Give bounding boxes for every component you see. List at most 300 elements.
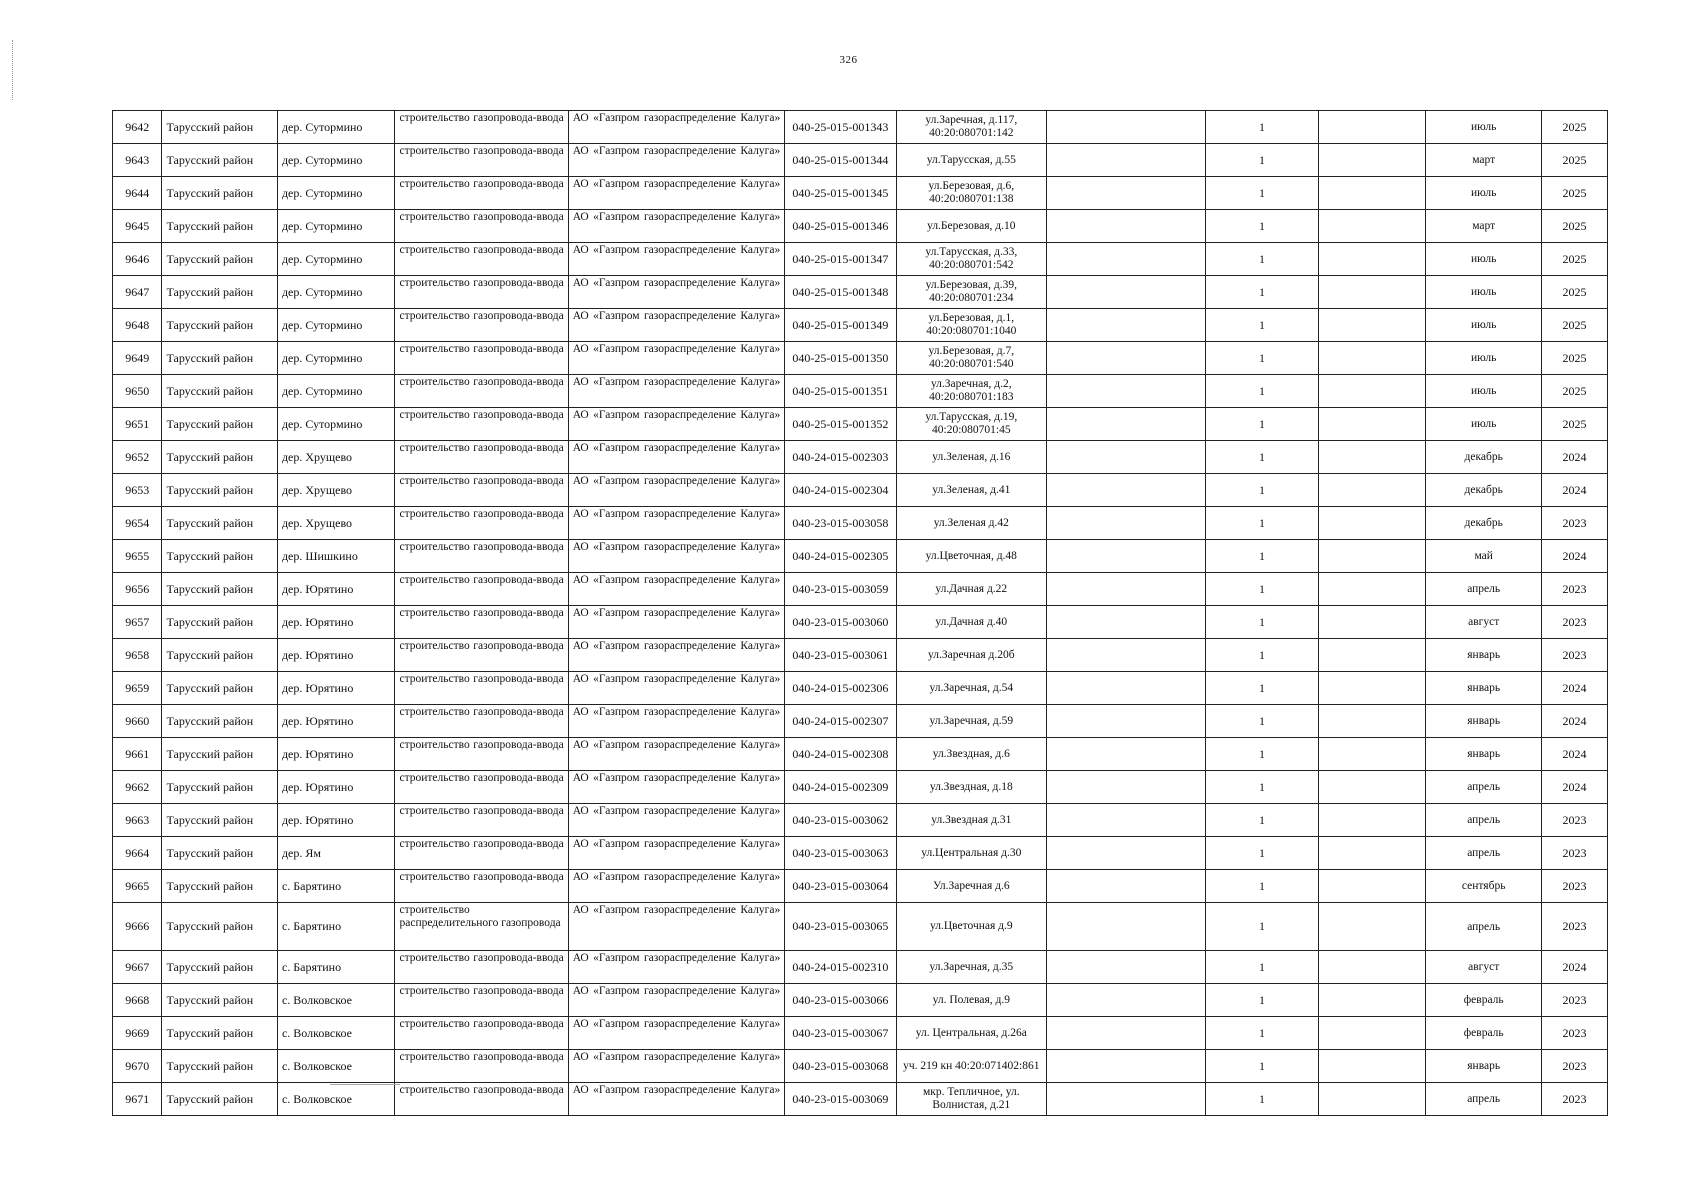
row-number: 9659 [113, 672, 162, 705]
table-row [113, 540, 1608, 573]
empty-cell [1047, 573, 1206, 606]
organization-cell: АО «Газпром газораспределение Калуга» [568, 705, 785, 738]
locality-cell: с. Волковское [277, 1017, 395, 1050]
month-cell: январь [1426, 738, 1541, 771]
table-row [113, 573, 1608, 606]
district-cell: Тарусский район [162, 1050, 277, 1083]
quantity-cell: 1 [1205, 474, 1318, 507]
locality-cell: дер. Хрущево [277, 474, 395, 507]
locality-cell: дер. Юрятино [277, 573, 395, 606]
address-cell: ул.Цветочная, д.48 [896, 540, 1047, 573]
locality-cell: с. Волковское [277, 1083, 395, 1116]
locality-cell: дер. Сутормино [277, 309, 395, 342]
organization-cell: АО «Газпром газораспределение Калуга» [568, 951, 785, 984]
empty-cell [1047, 639, 1206, 672]
empty-cell [1047, 111, 1206, 144]
work-type-cell: строительство газопровода-ввода [395, 111, 568, 144]
year-cell: 2024 [1541, 672, 1607, 705]
work-type-cell: строительство газопровода-ввода [395, 309, 568, 342]
locality-cell: дер. Сутормино [277, 111, 395, 144]
row-number: 9665 [113, 870, 162, 903]
organization-cell: АО «Газпром газораспределение Калуга» [568, 474, 785, 507]
work-type-cell: строительство газопровода-ввода [395, 984, 568, 1017]
district-cell: Тарусский район [162, 342, 277, 375]
month-cell: декабрь [1426, 507, 1541, 540]
quantity-cell: 1 [1205, 177, 1318, 210]
organization-cell: АО «Газпром газораспределение Калуга» [568, 1050, 785, 1083]
organization-cell: АО «Газпром газораспределение Калуга» [568, 111, 785, 144]
empty-cell [1047, 375, 1206, 408]
table-row [113, 507, 1608, 540]
year-cell: 2024 [1541, 771, 1607, 804]
organization-cell: АО «Газпром газораспределение Калуга» [568, 1017, 785, 1050]
table-row [113, 243, 1608, 276]
year-cell: 2023 [1541, 1017, 1607, 1050]
empty-cell [1047, 1017, 1206, 1050]
table-row [113, 474, 1608, 507]
month-cell: июль [1426, 408, 1541, 441]
organization-cell: АО «Газпром газораспределение Калуга» [568, 1083, 785, 1116]
address-cell: ул.Центральная д.30 [896, 837, 1047, 870]
locality-cell: дер. Шишкино [277, 540, 395, 573]
address-cell: ул.Заречная, д.35 [896, 951, 1047, 984]
row-number: 9642 [113, 111, 162, 144]
empty-cell [1319, 1083, 1426, 1116]
month-cell: апрель [1426, 771, 1541, 804]
district-cell: Тарусский район [162, 903, 277, 951]
empty-cell [1319, 639, 1426, 672]
table-row [113, 1083, 1608, 1116]
row-number: 9643 [113, 144, 162, 177]
row-number: 9661 [113, 738, 162, 771]
district-cell: Тарусский район [162, 540, 277, 573]
empty-cell [1319, 276, 1426, 309]
table-row [113, 1017, 1608, 1050]
month-cell: июль [1426, 375, 1541, 408]
organization-cell: АО «Газпром газораспределение Калуга» [568, 573, 785, 606]
address-cell: ул.Березовая, д.6, 40:20:080701:138 [896, 177, 1047, 210]
empty-cell [1319, 177, 1426, 210]
address-cell: ул.Звездная д.31 [896, 804, 1047, 837]
organization-cell: АО «Газпром газораспределение Калуга» [568, 672, 785, 705]
empty-cell [1319, 771, 1426, 804]
organization-cell: АО «Газпром газораспределение Калуга» [568, 837, 785, 870]
empty-cell [1047, 771, 1206, 804]
row-number: 9663 [113, 804, 162, 837]
locality-cell: дер. Юрятино [277, 804, 395, 837]
locality-cell: дер. Хрущево [277, 507, 395, 540]
district-cell: Тарусский район [162, 1017, 277, 1050]
locality-cell: дер. Юрятино [277, 606, 395, 639]
year-cell: 2025 [1541, 375, 1607, 408]
object-code-cell: 040-23-015-003062 [785, 804, 896, 837]
organization-cell: АО «Газпром газораспределение Калуга» [568, 144, 785, 177]
object-code-cell: 040-25-015-001346 [785, 210, 896, 243]
quantity-cell: 1 [1205, 210, 1318, 243]
work-type-cell: строительство газопровода-ввода [395, 276, 568, 309]
district-cell: Тарусский район [162, 951, 277, 984]
district-cell: Тарусский район [162, 309, 277, 342]
scan-bottom-mark [330, 1084, 400, 1085]
year-cell: 2024 [1541, 474, 1607, 507]
empty-cell [1047, 309, 1206, 342]
empty-cell [1047, 243, 1206, 276]
address-cell: ул.Зеленая, д.41 [896, 474, 1047, 507]
work-type-cell: строительство газопровода-ввода [395, 441, 568, 474]
object-code-cell: 040-23-015-003069 [785, 1083, 896, 1116]
month-cell: июль [1426, 243, 1541, 276]
locality-cell: дер. Юрятино [277, 771, 395, 804]
empty-cell [1319, 804, 1426, 837]
address-cell: мкр. Тепличное, ул. Волнистая, д.21 [896, 1083, 1047, 1116]
district-cell: Тарусский район [162, 705, 277, 738]
locality-cell: дер. Сутормино [277, 243, 395, 276]
row-number: 9656 [113, 573, 162, 606]
organization-cell: АО «Газпром газораспределение Калуга» [568, 243, 785, 276]
empty-cell [1319, 408, 1426, 441]
empty-cell [1319, 870, 1426, 903]
table-row [113, 837, 1608, 870]
quantity-cell: 1 [1205, 804, 1318, 837]
locality-cell: дер. Сутормино [277, 177, 395, 210]
object-code-cell: 040-23-015-003060 [785, 606, 896, 639]
empty-cell [1047, 804, 1206, 837]
work-type-cell: строительство газопровода-ввода [395, 804, 568, 837]
object-code-cell: 040-25-015-001348 [785, 276, 896, 309]
month-cell: январь [1426, 1050, 1541, 1083]
month-cell: февраль [1426, 1017, 1541, 1050]
district-cell: Тарусский район [162, 804, 277, 837]
month-cell: май [1426, 540, 1541, 573]
organization-cell: АО «Газпром газораспределение Калуга» [568, 540, 785, 573]
year-cell: 2025 [1541, 276, 1607, 309]
quantity-cell: 1 [1205, 984, 1318, 1017]
address-cell: ул.Березовая, д.1, 40:20:080701:1040 [896, 309, 1047, 342]
address-cell: ул.Березовая, д.10 [896, 210, 1047, 243]
empty-cell [1047, 210, 1206, 243]
object-code-cell: 040-24-015-002303 [785, 441, 896, 474]
row-number: 9669 [113, 1017, 162, 1050]
organization-cell: АО «Газпром газораспределение Калуга» [568, 507, 785, 540]
row-number: 9655 [113, 540, 162, 573]
empty-cell [1319, 342, 1426, 375]
organization-cell: АО «Газпром газораспределение Калуга» [568, 309, 785, 342]
locality-cell: дер. Сутормино [277, 408, 395, 441]
locality-cell: дер. Хрущево [277, 441, 395, 474]
work-type-cell: строительство газопровода-ввода [395, 144, 568, 177]
address-cell: ул.Тарусская, д.33, 40:20:080701:542 [896, 243, 1047, 276]
work-type-cell: строительство газопровода-ввода [395, 573, 568, 606]
empty-cell [1047, 837, 1206, 870]
locality-cell: дер. Юрятино [277, 672, 395, 705]
year-cell: 2023 [1541, 573, 1607, 606]
work-type-cell: строительство распределительного газопровода [395, 903, 568, 951]
empty-cell [1047, 474, 1206, 507]
month-cell: март [1426, 210, 1541, 243]
empty-cell [1047, 1050, 1206, 1083]
work-type-cell: строительство газопровода-ввода [395, 1083, 568, 1116]
empty-cell [1319, 837, 1426, 870]
empty-cell [1319, 507, 1426, 540]
month-cell: июль [1426, 342, 1541, 375]
quantity-cell: 1 [1205, 738, 1318, 771]
locality-cell: с. Барятино [277, 903, 395, 951]
month-cell: декабрь [1426, 474, 1541, 507]
row-number: 9657 [113, 606, 162, 639]
locality-cell: дер. Сутормино [277, 144, 395, 177]
row-number: 9647 [113, 276, 162, 309]
organization-cell: АО «Газпром газораспределение Калуга» [568, 903, 785, 951]
empty-cell [1319, 606, 1426, 639]
organization-cell: АО «Газпром газораспределение Калуга» [568, 771, 785, 804]
empty-cell [1047, 507, 1206, 540]
empty-cell [1047, 951, 1206, 984]
empty-cell [1319, 474, 1426, 507]
year-cell: 2024 [1541, 951, 1607, 984]
locality-cell: с. Барятино [277, 870, 395, 903]
quantity-cell: 1 [1205, 243, 1318, 276]
year-cell: 2023 [1541, 870, 1607, 903]
district-cell: Тарусский район [162, 210, 277, 243]
address-cell: ул.Заречная, д.2, 40:20:080701:183 [896, 375, 1047, 408]
table-row [113, 342, 1608, 375]
gasification-registry-table [112, 110, 1608, 1116]
district-cell: Тарусский район [162, 441, 277, 474]
month-cell: январь [1426, 639, 1541, 672]
row-number: 9664 [113, 837, 162, 870]
locality-cell: с. Волковское [277, 984, 395, 1017]
work-type-cell: строительство газопровода-ввода [395, 606, 568, 639]
table-row [113, 111, 1608, 144]
empty-cell [1047, 276, 1206, 309]
year-cell: 2025 [1541, 144, 1607, 177]
district-cell: Тарусский район [162, 474, 277, 507]
object-code-cell: 040-25-015-001349 [785, 309, 896, 342]
table-row [113, 771, 1608, 804]
table-row [113, 870, 1608, 903]
locality-cell: дер. Юрятино [277, 738, 395, 771]
row-number: 9645 [113, 210, 162, 243]
year-cell: 2023 [1541, 1050, 1607, 1083]
empty-cell [1319, 210, 1426, 243]
row-number: 9648 [113, 309, 162, 342]
table-row [113, 738, 1608, 771]
row-number: 9649 [113, 342, 162, 375]
empty-cell [1319, 243, 1426, 276]
object-code-cell: 040-23-015-003068 [785, 1050, 896, 1083]
table-row [113, 144, 1608, 177]
district-cell: Тарусский район [162, 144, 277, 177]
address-cell: ул. Центральная, д.26а [896, 1017, 1047, 1050]
row-number: 9666 [113, 903, 162, 951]
empty-cell [1047, 738, 1206, 771]
empty-cell [1047, 705, 1206, 738]
empty-cell [1047, 441, 1206, 474]
object-code-cell: 040-23-015-003066 [785, 984, 896, 1017]
table-row [113, 210, 1608, 243]
quantity-cell: 1 [1205, 375, 1318, 408]
month-cell: июль [1426, 111, 1541, 144]
table-row [113, 1050, 1608, 1083]
row-number: 9668 [113, 984, 162, 1017]
work-type-cell: строительство газопровода-ввода [395, 540, 568, 573]
quantity-cell: 1 [1205, 1017, 1318, 1050]
district-cell: Тарусский район [162, 672, 277, 705]
object-code-cell: 040-23-015-003065 [785, 903, 896, 951]
work-type-cell: строительство газопровода-ввода [395, 177, 568, 210]
address-cell: ул.Дачная д.40 [896, 606, 1047, 639]
empty-cell [1319, 1050, 1426, 1083]
work-type-cell: строительство газопровода-ввода [395, 507, 568, 540]
object-code-cell: 040-25-015-001345 [785, 177, 896, 210]
object-code-cell: 040-23-015-003067 [785, 1017, 896, 1050]
quantity-cell: 1 [1205, 606, 1318, 639]
organization-cell: АО «Газпром газораспределение Калуга» [568, 342, 785, 375]
object-code-cell: 040-25-015-001352 [785, 408, 896, 441]
object-code-cell: 040-25-015-001347 [785, 243, 896, 276]
year-cell: 2025 [1541, 177, 1607, 210]
quantity-cell: 1 [1205, 672, 1318, 705]
month-cell: январь [1426, 705, 1541, 738]
district-cell: Тарусский район [162, 837, 277, 870]
organization-cell: АО «Газпром газораспределение Калуга» [568, 870, 785, 903]
quantity-cell: 1 [1205, 573, 1318, 606]
locality-cell: дер. Сутормино [277, 342, 395, 375]
month-cell: июль [1426, 177, 1541, 210]
locality-cell: дер. Сутормино [277, 210, 395, 243]
object-code-cell: 040-24-015-002307 [785, 705, 896, 738]
district-cell: Тарусский район [162, 738, 277, 771]
month-cell: апрель [1426, 1083, 1541, 1116]
year-cell: 2024 [1541, 441, 1607, 474]
object-code-cell: 040-23-015-003061 [785, 639, 896, 672]
empty-cell [1319, 903, 1426, 951]
object-code-cell: 040-25-015-001344 [785, 144, 896, 177]
empty-cell [1047, 903, 1206, 951]
year-cell: 2025 [1541, 309, 1607, 342]
organization-cell: АО «Газпром газораспределение Калуга» [568, 408, 785, 441]
address-cell: ул.Заречная д.20б [896, 639, 1047, 672]
district-cell: Тарусский район [162, 243, 277, 276]
empty-cell [1047, 177, 1206, 210]
year-cell: 2024 [1541, 540, 1607, 573]
year-cell: 2025 [1541, 111, 1607, 144]
row-number: 9660 [113, 705, 162, 738]
locality-cell: с. Барятино [277, 951, 395, 984]
row-number: 9671 [113, 1083, 162, 1116]
empty-cell [1047, 984, 1206, 1017]
locality-cell: дер. Юрятино [277, 705, 395, 738]
address-cell: ул.Березовая, д.39, 40:20:080701:234 [896, 276, 1047, 309]
locality-cell: дер. Ям [277, 837, 395, 870]
address-cell: ул.Звездная, д.6 [896, 738, 1047, 771]
month-cell: август [1426, 951, 1541, 984]
month-cell: январь [1426, 672, 1541, 705]
address-cell: ул.Березовая, д.7, 40:20:080701:540 [896, 342, 1047, 375]
quantity-cell: 1 [1205, 540, 1318, 573]
year-cell: 2025 [1541, 210, 1607, 243]
row-number: 9662 [113, 771, 162, 804]
object-code-cell: 040-25-015-001351 [785, 375, 896, 408]
quantity-cell: 1 [1205, 639, 1318, 672]
empty-cell [1319, 111, 1426, 144]
object-code-cell: 040-24-015-002310 [785, 951, 896, 984]
empty-cell [1319, 984, 1426, 1017]
quantity-cell: 1 [1205, 903, 1318, 951]
quantity-cell: 1 [1205, 870, 1318, 903]
year-cell: 2023 [1541, 903, 1607, 951]
quantity-cell: 1 [1205, 771, 1318, 804]
scan-margin-marks [12, 40, 15, 100]
quantity-cell: 1 [1205, 342, 1318, 375]
quantity-cell: 1 [1205, 837, 1318, 870]
address-cell: ул.Заречная, д.117, 40:20:080701:142 [896, 111, 1047, 144]
locality-cell: дер. Сутормино [277, 276, 395, 309]
address-cell: ул.Зеленая д.42 [896, 507, 1047, 540]
month-cell: август [1426, 606, 1541, 639]
organization-cell: АО «Газпром газораспределение Калуга» [568, 606, 785, 639]
work-type-cell: строительство газопровода-ввода [395, 1017, 568, 1050]
object-code-cell: 040-23-015-003059 [785, 573, 896, 606]
month-cell: март [1426, 144, 1541, 177]
district-cell: Тарусский район [162, 177, 277, 210]
quantity-cell: 1 [1205, 441, 1318, 474]
work-type-cell: строительство газопровода-ввода [395, 738, 568, 771]
month-cell: июль [1426, 309, 1541, 342]
address-cell: ул.Дачная д.22 [896, 573, 1047, 606]
organization-cell: АО «Газпром газораспределение Калуга» [568, 738, 785, 771]
empty-cell [1319, 738, 1426, 771]
district-cell: Тарусский район [162, 606, 277, 639]
work-type-cell: строительство газопровода-ввода [395, 771, 568, 804]
work-type-cell: строительство газопровода-ввода [395, 639, 568, 672]
work-type-cell: строительство газопровода-ввода [395, 342, 568, 375]
organization-cell: АО «Газпром газораспределение Калуга» [568, 177, 785, 210]
district-cell: Тарусский район [162, 1083, 277, 1116]
object-code-cell: 040-23-015-003063 [785, 837, 896, 870]
organization-cell: АО «Газпром газораспределение Калуга» [568, 441, 785, 474]
district-cell: Тарусский район [162, 870, 277, 903]
district-cell: Тарусский район [162, 375, 277, 408]
empty-cell [1047, 342, 1206, 375]
empty-cell [1319, 573, 1426, 606]
table-row [113, 903, 1608, 951]
empty-cell [1319, 144, 1426, 177]
quantity-cell: 1 [1205, 309, 1318, 342]
work-type-cell: строительство газопровода-ввода [395, 474, 568, 507]
object-code-cell: 040-24-015-002305 [785, 540, 896, 573]
year-cell: 2025 [1541, 408, 1607, 441]
district-cell: Тарусский район [162, 111, 277, 144]
row-number: 9654 [113, 507, 162, 540]
month-cell: декабрь [1426, 441, 1541, 474]
empty-cell [1319, 441, 1426, 474]
work-type-cell: строительство газопровода-ввода [395, 837, 568, 870]
table-row [113, 375, 1608, 408]
quantity-cell: 1 [1205, 951, 1318, 984]
object-code-cell: 040-24-015-002309 [785, 771, 896, 804]
quantity-cell: 1 [1205, 111, 1318, 144]
district-cell: Тарусский район [162, 984, 277, 1017]
work-type-cell: строительство газопровода-ввода [395, 870, 568, 903]
row-number: 9650 [113, 375, 162, 408]
month-cell: апрель [1426, 804, 1541, 837]
table-row [113, 606, 1608, 639]
month-cell: февраль [1426, 984, 1541, 1017]
page-number: 326 [839, 54, 858, 66]
empty-cell [1319, 375, 1426, 408]
empty-cell [1319, 951, 1426, 984]
